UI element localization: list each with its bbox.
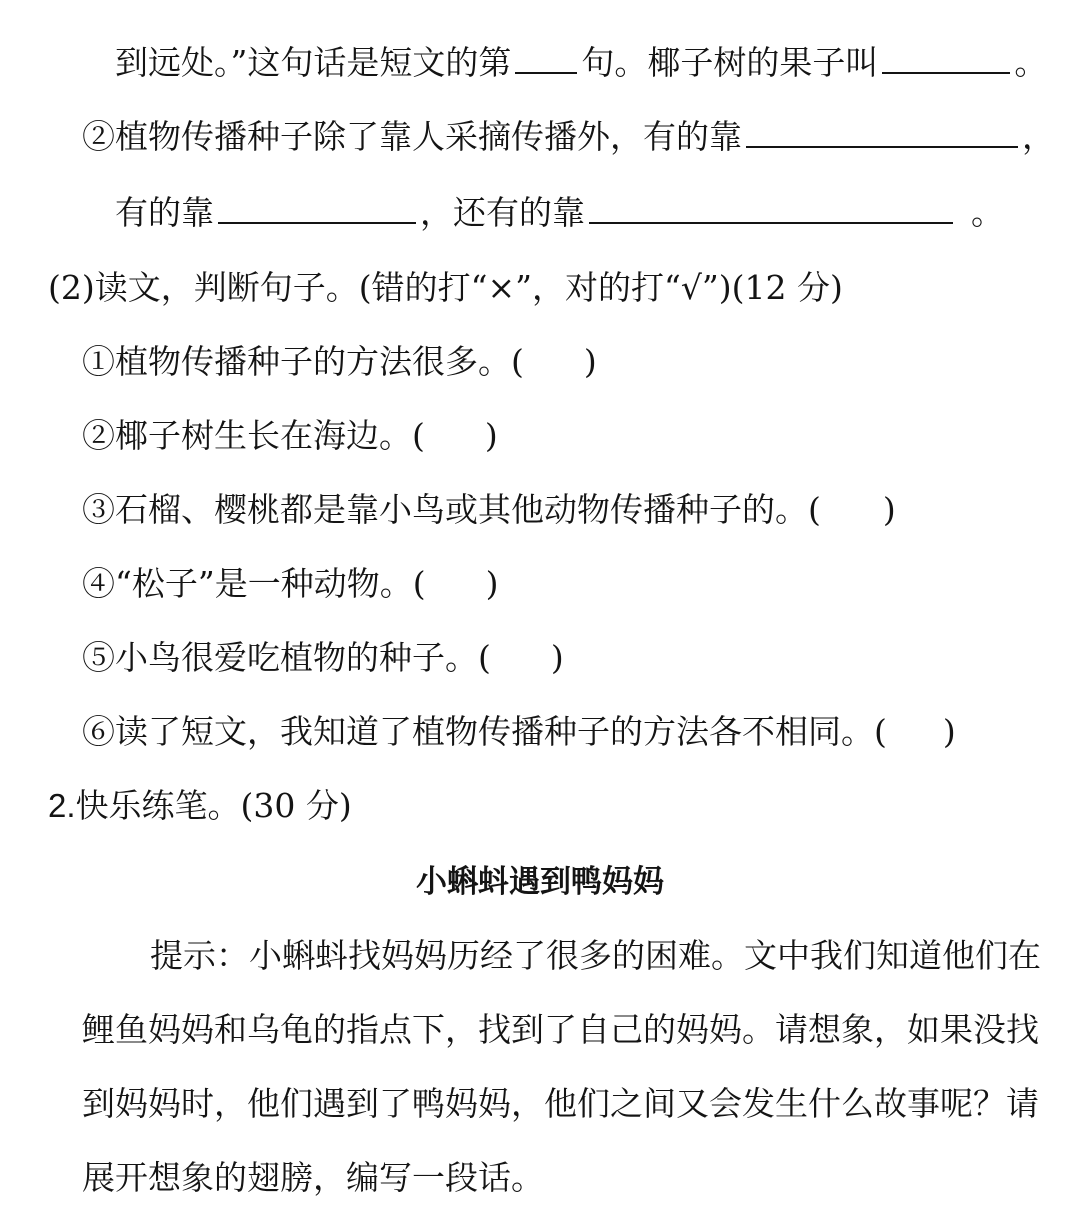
- prompt-text: 展开想象的翅膀，编写一段话。: [82, 1158, 544, 1197]
- answer-blank[interactable]: [589, 192, 953, 224]
- item-close: ): [882, 490, 896, 529]
- item-text: ③石榴、樱桃都是靠小鸟或其他动物传播种子的。(: [82, 490, 821, 529]
- fill-text: ，: [1022, 117, 1055, 156]
- fill-text: ，还有的靠: [420, 193, 585, 232]
- section-heading-text: 快乐练笔。(30 分): [75, 786, 352, 825]
- fill-text: 到远处。”这句话是短文的第: [115, 43, 512, 82]
- item-close: ): [550, 638, 564, 677]
- item-close: ): [583, 342, 597, 381]
- item-close: ): [484, 416, 498, 455]
- judge-item-6: [82, 712, 956, 752]
- item-text: ①植物传播种子的方法很多。(: [82, 342, 524, 381]
- fill-text: 句。椰子树的果子叫: [581, 43, 879, 82]
- item-text: ④“松子”是一种动物。(: [82, 564, 426, 603]
- fill-text: 有的靠: [115, 193, 214, 232]
- fill-text: 。: [1014, 43, 1048, 82]
- judge-item-4: [82, 564, 499, 604]
- judge-item-5: [82, 638, 564, 678]
- prompt-text: 提示：小蝌蚪找妈妈历经了很多的困难。文中我们知道他们在: [150, 936, 1041, 975]
- fill-line-2: [82, 116, 1055, 157]
- item-text: ②椰子树生长在海边。(: [82, 416, 425, 455]
- item-text: ⑥读了短文，我知道了植物传播种子的方法各不相同。(: [82, 712, 887, 751]
- item-close: ): [942, 712, 956, 751]
- essay-title: [0, 862, 1080, 902]
- prompt-text: 到妈妈时，他们遇到了鸭妈妈，他们之间又会发生什么故事呢？请: [82, 1084, 1039, 1123]
- prompt-line-4: [82, 1158, 544, 1198]
- judge-instruction: [48, 268, 843, 308]
- prompt-line-3: [82, 1084, 1039, 1124]
- instruction-text: (2)读文，判断句子。(错的打“×”，对的打“√”)(12 分): [48, 268, 843, 307]
- fill-text: ②植物传播种子除了靠人采摘传播外，有的靠: [82, 117, 742, 156]
- judge-item-3: [82, 490, 896, 530]
- answer-blank[interactable]: [882, 42, 1010, 74]
- fill-line-1: [115, 42, 1047, 83]
- answer-blank[interactable]: [746, 116, 1018, 148]
- prompt-text: 鲤鱼妈妈和乌龟的指点下，找到了自己的妈妈。请想象，如果没找: [82, 1010, 1039, 1049]
- item-close: ): [485, 564, 499, 603]
- prompt-line-1: [150, 936, 1041, 976]
- section-2-heading: [48, 786, 352, 826]
- essay-title-text: 小蝌蚪遇到鸭妈妈: [416, 864, 664, 900]
- judge-item-2: [82, 416, 498, 456]
- section-number: 2.: [48, 787, 76, 824]
- item-text: ⑤小鸟很爱吃植物的种子。(: [82, 638, 491, 677]
- prompt-line-2: [82, 1010, 1039, 1050]
- fill-line-3: [115, 192, 1004, 233]
- judge-item-1: [82, 342, 597, 382]
- fill-text: 。: [971, 193, 1004, 232]
- answer-blank[interactable]: [515, 42, 577, 74]
- answer-blank[interactable]: [218, 192, 416, 224]
